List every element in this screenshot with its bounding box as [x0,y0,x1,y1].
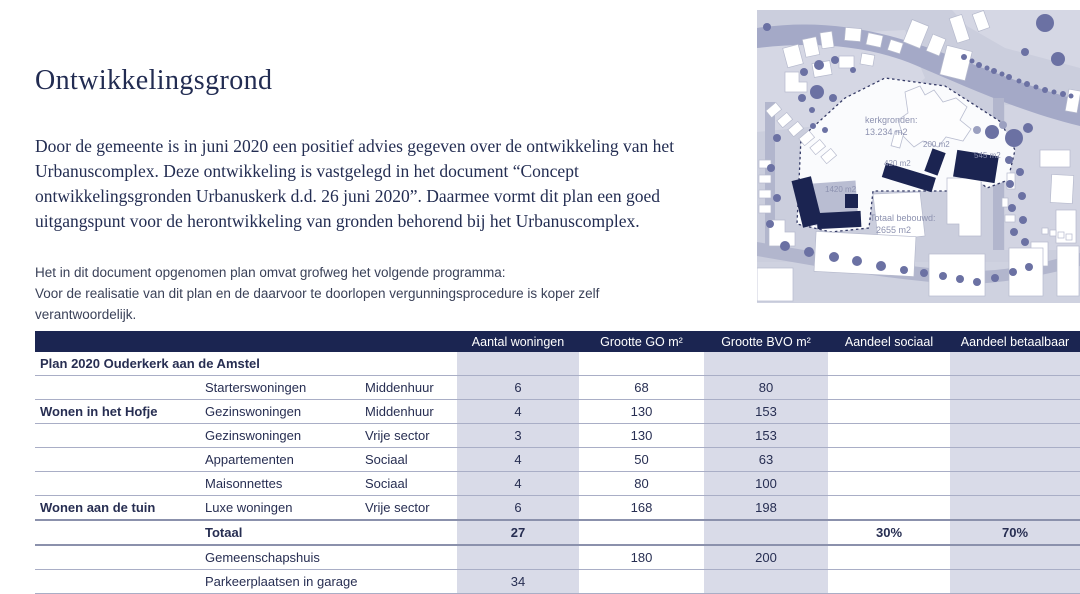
site-map [757,10,1080,303]
cell-sector: Vrije sector [360,496,457,521]
cell-group [35,472,200,496]
cell-group [35,376,200,400]
cell-type: Totaal [200,520,360,545]
cell-bvo: 198 [704,496,828,521]
map-label-totaal-bebouwd: Totaal bebouwd: [870,213,936,223]
cell-type: Starterswoningen [200,376,360,400]
cell-sociaal [828,472,950,496]
cell-sector [360,520,457,545]
cell-aantal [457,352,579,376]
header-grootte-bvo: Grootte BVO m² [704,331,828,352]
cell-type: Luxe woningen [200,496,360,521]
new-building-1420-c [845,194,858,208]
map-label-1420: 1420 m2 [825,185,857,194]
cell-group: Plan 2020 Ouderkerk aan de Amstel [35,352,200,376]
cell-type: Appartementen [200,448,360,472]
cell-sociaal [828,376,950,400]
cell-sector: Sociaal [360,472,457,496]
program-table [35,331,1080,594]
cell-group: Wonen aan de tuin [35,496,200,521]
cell-group [35,424,200,448]
cell-go: 80 [579,472,704,496]
cell-type: Gezinswoningen [200,400,360,424]
map-label-420: 420 m2 [884,159,911,168]
table-row [35,472,1080,496]
cell-bvo: 200 [704,545,828,570]
cell-sector [360,570,457,594]
cell-bvo: 153 [704,400,828,424]
header-sector [360,331,457,352]
cell-aantal: 3 [457,424,579,448]
program-table-grid [35,331,1080,594]
cell-sociaal: 30% [828,520,950,545]
table-row [35,570,1080,594]
cell-bvo: 100 [704,472,828,496]
header-aandeel-sociaal: Aandeel sociaal [828,331,950,352]
cell-group: Wonen in het Hofje [35,400,200,424]
cell-sector: Middenhuur [360,400,457,424]
cell-sector [360,352,457,376]
cell-betaalbaar [950,496,1080,521]
intro-paragraph: Door de gemeente is in juni 2020 een positief advies gegeven over de ontwikkeling van het Urbanuscomplex. Deze ontwikkeling is vastgelegd in het document “Concept ontwikkelingsgronden Urbanuskerk d.d. 26 juni 2020”. Daarmee vormt dit plan een goed uitgangspunt voor de herontwikkeling van gronden behorend bij het Urbanuscomplex. [35,135,675,231]
cell-go: 180 [579,545,704,570]
program-note-line: Voor de realisatie van dit plan en de daarvoor te doorlopen vergunningsprocedure is koper zelf verantwoordelijk. [35,286,600,322]
cell-sociaal [828,352,950,376]
cell-group [35,448,200,472]
cell-go: 168 [579,496,704,521]
cell-aantal: 34 [457,570,579,594]
cell-sociaal [828,424,950,448]
cell-group [35,570,200,594]
cell-betaalbaar: 70% [950,520,1080,545]
cell-sector: Sociaal [360,448,457,472]
cell-sector: Vrije sector [360,424,457,448]
cell-aantal: 4 [457,448,579,472]
table-row [35,376,1080,400]
header-group [35,331,200,352]
cell-betaalbaar [950,570,1080,594]
header-aantal-woningen: Aantal woningen [457,331,579,352]
map-label-kerkgronden: kerkgronden: [865,115,918,125]
cell-type: Parkeerplaatsen in garage [200,570,360,594]
program-paragraph [35,262,660,325]
table-row-totaal [35,520,1080,545]
cell-bvo: 80 [704,376,828,400]
cell-go: 130 [579,424,704,448]
header-type [200,331,360,352]
cell-aantal: 4 [457,400,579,424]
cell-sociaal [828,496,950,521]
cell-bvo: 63 [704,448,828,472]
cell-betaalbaar [950,400,1080,424]
cell-bvo [704,570,828,594]
cell-aantal: 6 [457,496,579,521]
cell-sociaal [828,545,950,570]
table-header-row [35,331,1080,352]
cell-group [35,520,200,545]
cell-sociaal [828,570,950,594]
header-aandeel-betaalbaar: Aandeel betaalbaar [950,331,1080,352]
cell-aantal: 6 [457,376,579,400]
table-row [35,424,1080,448]
header-grootte-go: Grootte GO m² [579,331,704,352]
cell-group [35,545,200,570]
cell-aantal: 4 [457,472,579,496]
new-building-1420-b [817,211,862,229]
cell-bvo [704,352,828,376]
map-label-545: 545 m2 [974,151,1001,160]
site-map-svg [757,10,1080,303]
cell-type: Maisonnettes [200,472,360,496]
cell-bvo [704,520,828,545]
table-row [35,400,1080,424]
cell-sociaal [828,400,950,424]
cell-type: Gemeenschapshuis [200,545,360,570]
cell-sociaal [828,448,950,472]
cell-go [579,570,704,594]
cell-aantal: 27 [457,520,579,545]
page-title: Ontwikkelingsgrond [35,64,273,96]
map-label-kerkgronden-area: 13.234 m2 [865,127,908,137]
program-intro-line: Het in dit document opgenomen plan omvat grofweg het volgende programma: [35,265,506,280]
cell-aantal [457,545,579,570]
table-row [35,448,1080,472]
cell-betaalbaar [950,472,1080,496]
map-label-200: 200 m2 [923,140,950,149]
cell-go: 50 [579,448,704,472]
cell-go: 68 [579,376,704,400]
table-row [35,545,1080,570]
cell-go: 130 [579,400,704,424]
map-label-totaal-area: 2655 m2 [876,225,912,235]
cell-betaalbaar [950,424,1080,448]
cell-betaalbaar [950,376,1080,400]
cell-sector [360,545,457,570]
table-row-plan [35,352,1080,376]
cell-betaalbaar [950,448,1080,472]
table-row [35,496,1080,521]
cell-go [579,352,704,376]
cell-sector: Middenhuur [360,376,457,400]
cell-go [579,520,704,545]
cell-type: Gezinswoningen [200,424,360,448]
cell-betaalbaar [950,352,1080,376]
cell-betaalbaar [950,545,1080,570]
cell-bvo: 153 [704,424,828,448]
